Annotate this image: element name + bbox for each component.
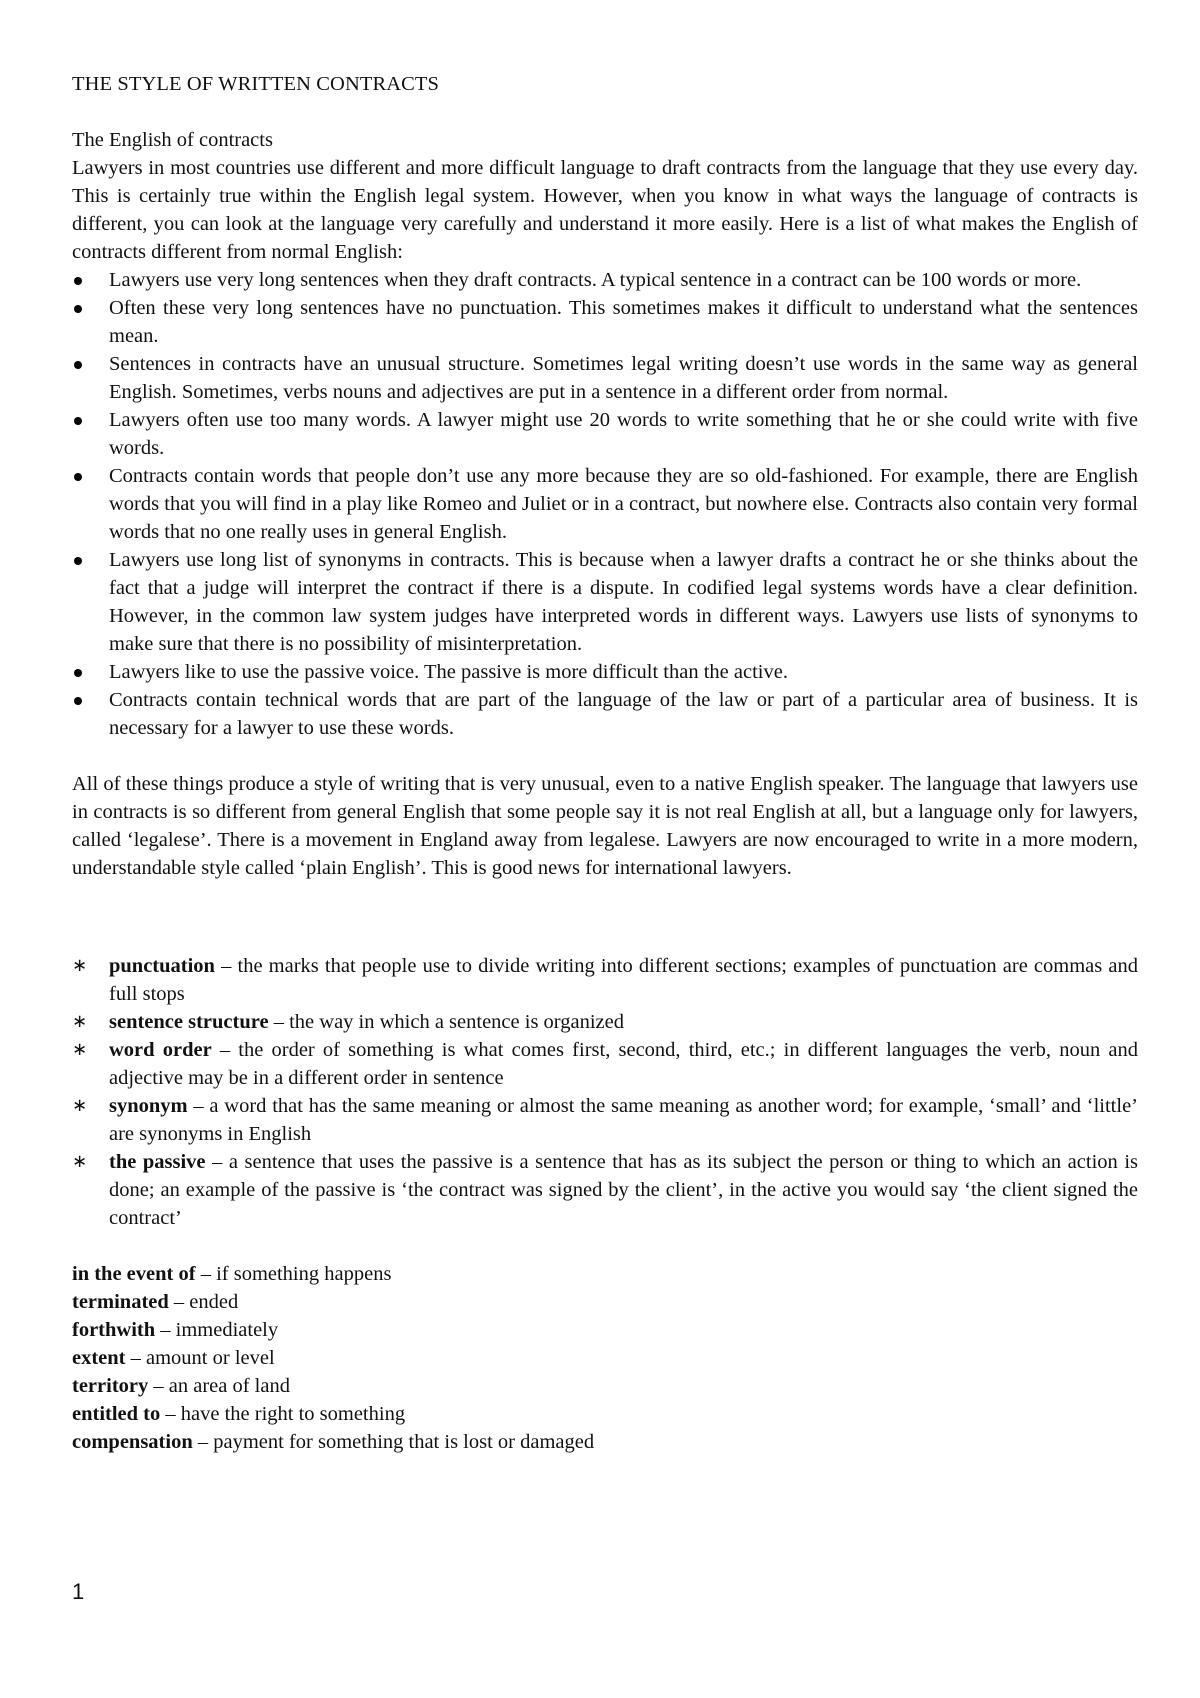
bullet-icon <box>74 361 82 369</box>
list-item <box>72 350 1138 406</box>
list-item <box>72 686 1138 742</box>
glossary-term: punctuation <box>109 955 215 977</box>
document-title: THE STYLE OF WRITTEN CONTRACTS <box>72 73 440 95</box>
vocabulary-term: entitled to <box>72 1403 161 1425</box>
glossary-term: the passive <box>109 1151 206 1173</box>
vocabulary-item <box>72 1260 1138 1288</box>
list-item-text: Contracts contain technical words that are part of the language of the law or part of a particular area of business. It is necessary for a lawyer to use these words. <box>109 689 1138 739</box>
vocabulary-item <box>72 1316 1138 1344</box>
vocabulary-term: terminated <box>72 1291 169 1313</box>
bullet-icon <box>74 473 82 481</box>
bullet-icon <box>74 277 82 285</box>
asterisk-icon: ∗ <box>72 1151 88 1172</box>
bullet-icon <box>74 557 82 565</box>
list-item <box>72 658 1138 686</box>
vocabulary-term: forthwith <box>72 1319 156 1341</box>
vocabulary-item <box>72 1372 1138 1400</box>
vocabulary-definition: – an area of land <box>148 1375 290 1397</box>
list-item-text: Lawyers often use too many words. A lawyer might use 20 words to write something that he or she could write with five words. <box>109 409 1138 459</box>
vocabulary-definition: – immediately <box>155 1319 279 1341</box>
bullet-icon <box>74 417 82 425</box>
glossary-definition: – the order of something is what comes first, second, third, etc.; in different languages the verb, noun and adjective may be in a different order in sentence <box>109 1039 1138 1089</box>
glossary-item <box>72 1092 1138 1148</box>
glossary-definition: – a sentence that uses the passive is a sentence that has as its subject the person or thing to which an action is done; an example of the passive is ‘the contract was signed by the client’, in the active you would say ‘the client signed the contract’ <box>109 1151 1138 1229</box>
intro-paragraph: Lawyers in most countries use different and more difficult language to draft contracts from the language that they use every day. This is certainly true within the English legal system. However, when you know in what ways the language of contracts is different, you can look at the language very carefully and understand it more easily. Here is a list of what makes the English of contracts different from normal English: <box>72 157 1138 263</box>
section-subheading: The English of contracts <box>72 129 273 151</box>
glossary-item <box>72 1008 1138 1036</box>
glossary-term: word order <box>109 1039 212 1061</box>
list-item-text: Sentences in contracts have an unusual structure. Sometimes legal writing doesn’t use words in the same way as general English. Sometimes, verbs nouns and adjectives are put in a sentence in a different order from normal. <box>109 353 1138 403</box>
glossary-term: synonym <box>109 1095 188 1117</box>
asterisk-icon: ∗ <box>72 955 88 976</box>
vocabulary-item <box>72 1344 1138 1372</box>
list-item-text: Contracts contain words that people don’t use any more because they are so old-fashioned. For example, there are English words that you will find in a play like Romeo and Juliet or in a contract, but nowhere else. Contracts also contain very formal words that no one really uses in general English. <box>109 465 1138 543</box>
glossary-item <box>72 952 1138 1008</box>
list-item-text: Lawyers use long list of synonyms in contracts. This is because when a lawyer drafts a contract he or she thinks about the fact that a judge will interpret the contract if there is a dispute. In codified legal systems words have a clear definition. However, in the common law system judges have interpreted words in different ways. Lawyers use lists of synonyms to make sure that there is no possibility of misinterpretation. <box>109 549 1138 655</box>
vocabulary-item <box>72 1428 1138 1456</box>
asterisk-icon: ∗ <box>72 1011 88 1032</box>
document-page <box>72 70 1138 1456</box>
list-item-text: Lawyers like to use the passive voice. The passive is more difficult than the active. <box>109 661 788 683</box>
asterisk-icon: ∗ <box>72 1095 88 1116</box>
bullet-icon <box>74 697 82 705</box>
vocabulary-definition: – if something happens <box>195 1263 392 1285</box>
list-item <box>72 462 1138 546</box>
list-item-text: Lawyers use very long sentences when they draft contracts. A typical sentence in a contract can be 100 words or more. <box>109 269 1082 291</box>
bullet-icon <box>74 669 82 677</box>
vocabulary-item <box>72 1400 1138 1428</box>
list-item <box>72 406 1138 462</box>
vocabulary-term: territory <box>72 1375 149 1397</box>
glossary-definition: – a word that has the same meaning or almost the same meaning as another word; for example, ‘small’ and ‘little’ are synonyms in English <box>109 1095 1138 1145</box>
conclusion-paragraph: All of these things produce a style of writing that is very unusual, even to a native English speaker. The language that lawyers use in contracts is so different from general English that some people say it is not real English at all, but a language only for lawyers, called ‘legalese’. There is a movement in England away from legalese. Lawyers are now encouraged to write in a more modern, understandable style called ‘plain English’. This is good news for international lawyers. <box>72 773 1138 879</box>
vocabulary-definition: – have the right to something <box>160 1403 406 1425</box>
list-item <box>72 294 1138 350</box>
glossary-item <box>72 1036 1138 1092</box>
glossary-definition: – the way in which a sentence is organized <box>268 1011 625 1033</box>
bullet-icon <box>74 305 82 313</box>
list-item-text: Often these very long sentences have no punctuation. This sometimes makes it difficult to understand what the sentences mean. <box>109 297 1138 347</box>
vocabulary-list <box>72 1260 1138 1456</box>
list-item <box>72 546 1138 658</box>
vocabulary-definition: – ended <box>168 1291 239 1313</box>
asterisk-icon: ∗ <box>72 1039 88 1060</box>
features-list <box>72 266 1138 742</box>
page-number: 1 <box>72 1579 85 1604</box>
list-item <box>72 266 1138 294</box>
vocabulary-term: compensation <box>72 1431 193 1453</box>
vocabulary-definition: – payment for something that is lost or damaged <box>192 1431 595 1453</box>
vocabulary-term: extent <box>72 1347 126 1369</box>
glossary-list <box>72 952 1138 1232</box>
glossary-definition: – the marks that people use to divide writing into different sections; examples of punctuation are commas and full stops <box>109 955 1138 1005</box>
vocabulary-item <box>72 1288 1138 1316</box>
glossary-item <box>72 1148 1138 1232</box>
vocabulary-definition: – amount or level <box>125 1347 275 1369</box>
glossary-term: sentence structure <box>109 1011 269 1033</box>
vocabulary-term: in the event of <box>72 1263 196 1285</box>
